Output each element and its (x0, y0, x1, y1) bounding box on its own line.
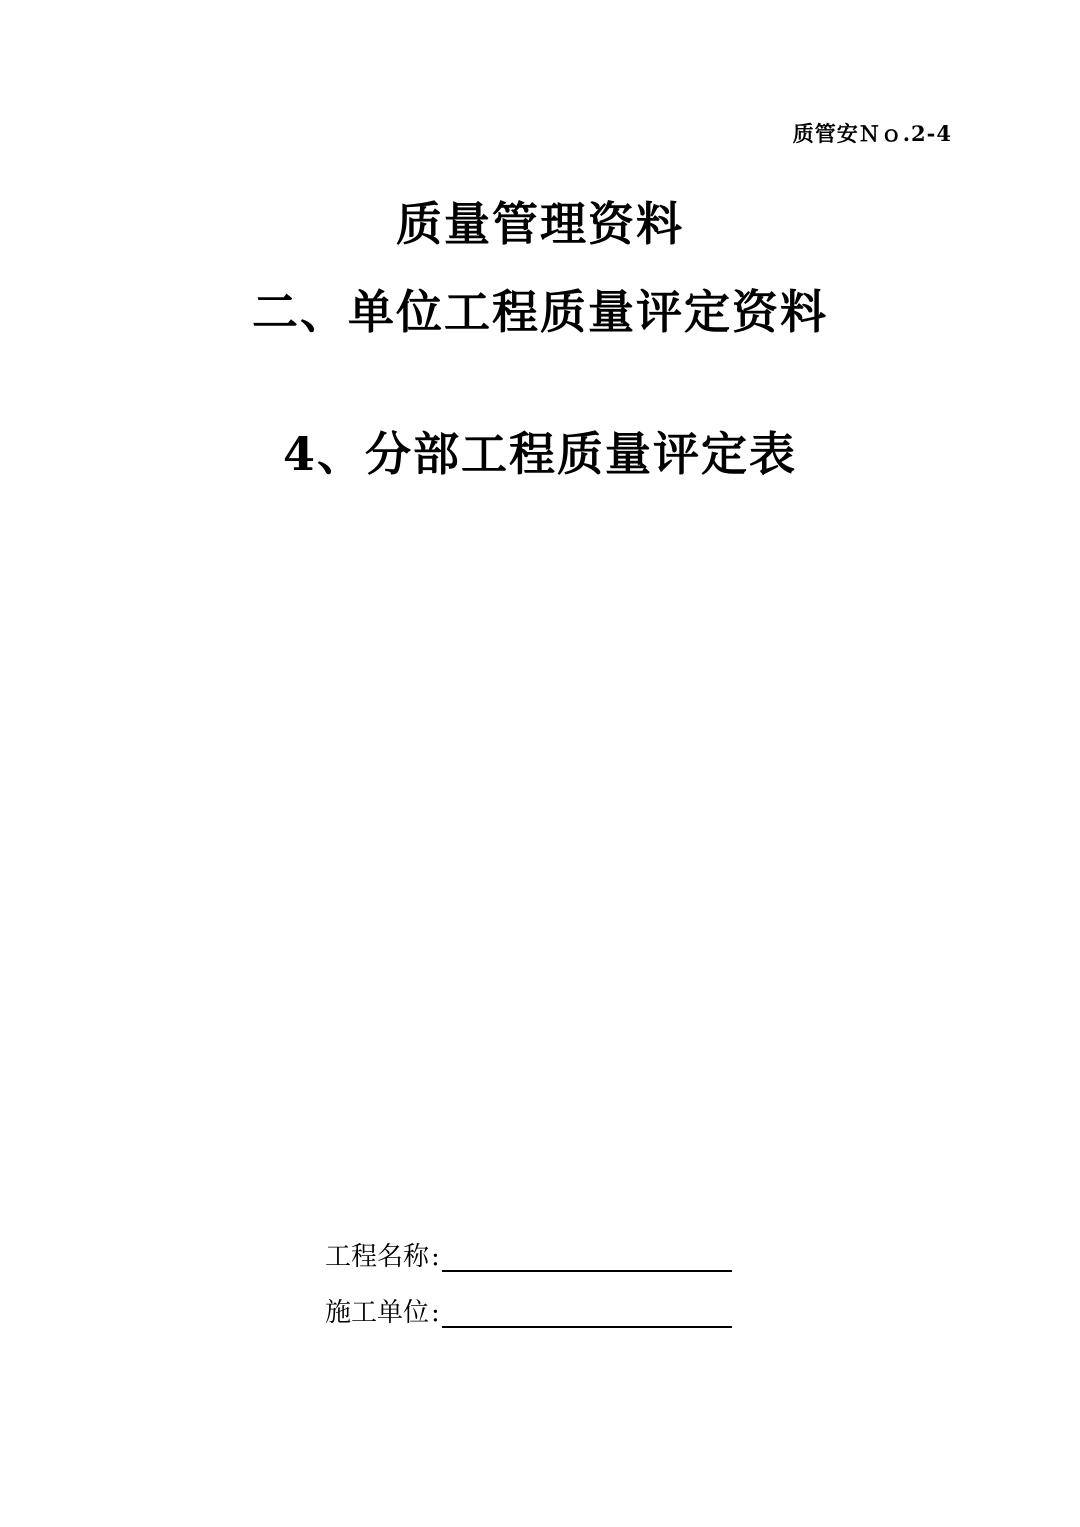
form-title: 4、分部工程质量评定表 (282, 427, 797, 481)
main-title: 质量管理资料 (396, 197, 684, 251)
construction-unit-colon: : (431, 1298, 440, 1328)
project-name-label: 工程名称 (325, 1242, 430, 1272)
project-name-row (325, 1232, 732, 1272)
section-title: 二、单位工程质量评定资料 (252, 285, 828, 339)
construction-unit-row (325, 1288, 732, 1328)
project-name-colon: : (431, 1242, 440, 1272)
construction-unit-field[interactable] (442, 1296, 732, 1328)
project-name-field[interactable] (442, 1240, 732, 1272)
construction-unit-label: 施工单位 (325, 1298, 430, 1328)
document-code: 质管安Ｎｏ.2-4 (792, 121, 952, 146)
